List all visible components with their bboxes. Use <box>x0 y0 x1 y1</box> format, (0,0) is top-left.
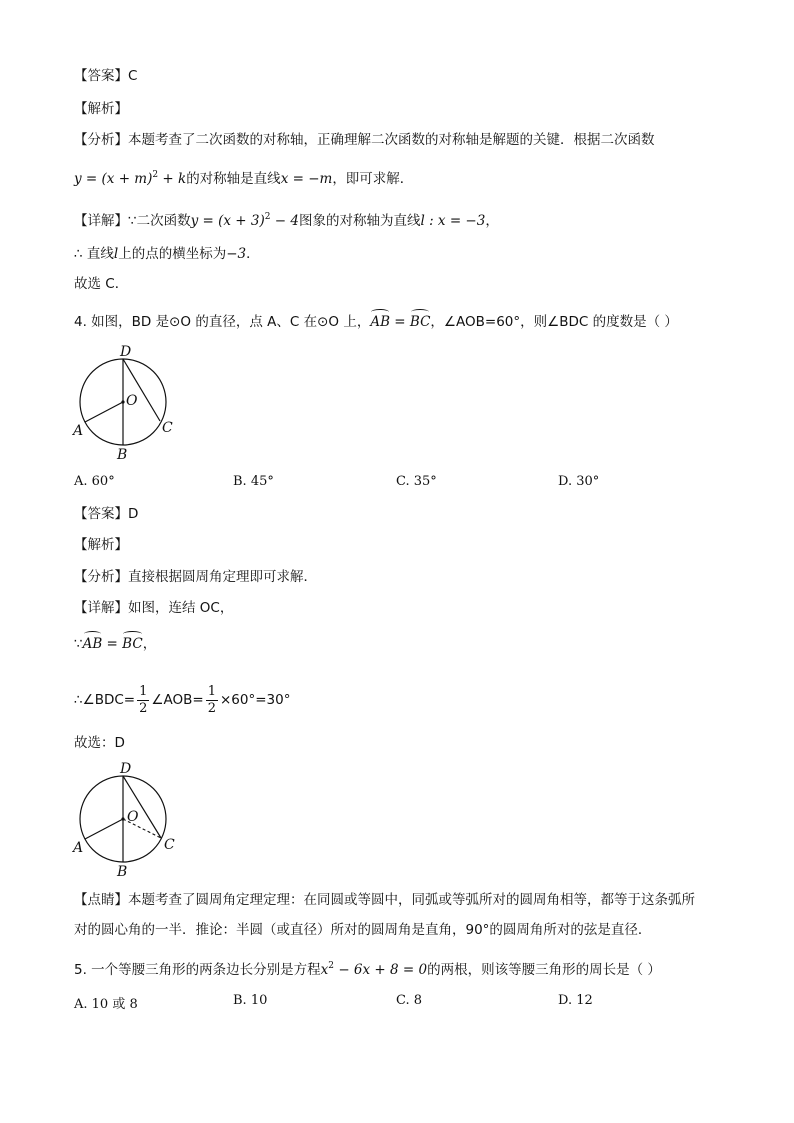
q3-therefore-line: ∴ 直线l上的点的横坐标为−3． <box>74 246 260 262</box>
label-b: B <box>117 447 128 463</box>
q4-solution-figure <box>70 760 190 884</box>
therefore-icon: ∴ <box>74 246 87 262</box>
q4-choose: 故选：D <box>74 735 125 751</box>
vertex-form-formula: $y = (x + m)^2 + k$ <box>74 170 187 187</box>
q4-dianjing-line1: 【点睛】本题考查了圆周角定理定理：在同圆或等圆中，同弧或等弧所对的圆周角相等，都等于这条弧所 <box>74 892 695 908</box>
q4-option-a: A. 60° <box>74 474 115 489</box>
center-point-2 <box>121 817 124 820</box>
q5-option-a: A. 10 或 8 <box>74 997 138 1012</box>
q3-fenxi-line1: 【分析】本题考查了二次函数的对称轴，正确理解二次函数的对称轴是解题的关键．根据二次函数 <box>74 132 655 148</box>
q4-option-b: B. 45° <box>233 474 274 489</box>
q4-option-d: D. 30° <box>558 474 600 489</box>
q4-figure <box>70 342 190 466</box>
q4-analysis-tag: 【解析】 <box>74 537 128 553</box>
q4-detail: 【详解】如图，连结 OC， <box>74 600 234 616</box>
q4-option-c: C. 35° <box>396 474 437 489</box>
label-o-2: O <box>127 809 139 825</box>
quadratic-equation: $x^2 - 6x + 8 = 0$ <box>320 961 428 978</box>
chord-dc <box>123 359 160 421</box>
q4-calc-line: ∴∠BDC= $\frac{1}{2}$ ∠AOB= $\frac{1}{2}$ ×60°=30° <box>74 683 291 716</box>
q5-question: 5. 一个等腰三角形的两条边长分别是方程$x^2 - 6x + 8 = 0$的两根，则该等腰三角形的周长是（ ） <box>74 961 661 978</box>
q5-option-b: B. 10 <box>233 993 268 1008</box>
chord-dc-2 <box>123 776 161 838</box>
q4-fenxi: 【分析】直接根据圆周角定理即可求解． <box>74 569 317 585</box>
label-c-2: C <box>164 837 175 853</box>
center-point <box>121 400 124 403</box>
label-d: D <box>120 344 132 360</box>
q3-choose: 故选 C． <box>74 276 129 292</box>
label-a-2: A <box>73 840 84 856</box>
q5-option-d: D. 12 <box>558 993 593 1008</box>
q3-analysis-tag: 【解析】 <box>74 101 128 117</box>
fraction-half-2: $\frac{1}{2}$ <box>207 683 216 716</box>
detail-formula: $y = (x + 3)^2 - 4$ <box>190 212 299 229</box>
label-b-2: B <box>117 864 128 880</box>
radius-oa-2 <box>85 819 123 839</box>
label-c: C <box>162 420 173 436</box>
fraction-half-1: $\frac{1}{2}$ <box>139 683 148 716</box>
q4-answer: 【答案】D <box>74 506 139 522</box>
q3-fenxi-line2: $y = (x + m)^2 + k$的对称轴是直线x = −m，即可求解． <box>74 170 414 187</box>
q4-question: 4. 如图，BD 是⊙O 的直径，点 A、C 在⊙O 上，AB = BC，∠AOB=60°，则∠BDC 的度数是（ ） <box>74 314 678 330</box>
label-d-2: D <box>120 761 132 777</box>
q5-option-c: C. 8 <box>396 993 423 1008</box>
label-o: O <box>126 393 138 409</box>
q4-dianjing-line2: 对的圆心角的一半．推论：半圆（或直径）所对的圆周角是直角，90°的圆周角所对的弦是直径． <box>74 922 652 938</box>
q3-answer: 【答案】C <box>74 68 138 84</box>
arc-ab: AB <box>370 314 390 330</box>
radius-oa <box>85 402 123 422</box>
because-icon: ∵ <box>128 213 137 229</box>
q3-detail-line: 【详解】∵二次函数$y = (x + 3)^2 - 4$图象的对称轴为直线l : x = −3， <box>74 212 499 229</box>
arc-bc: BC <box>409 314 431 330</box>
label-a: A <box>73 423 84 439</box>
q4-because-line: ∵AB = BC， <box>74 636 157 652</box>
